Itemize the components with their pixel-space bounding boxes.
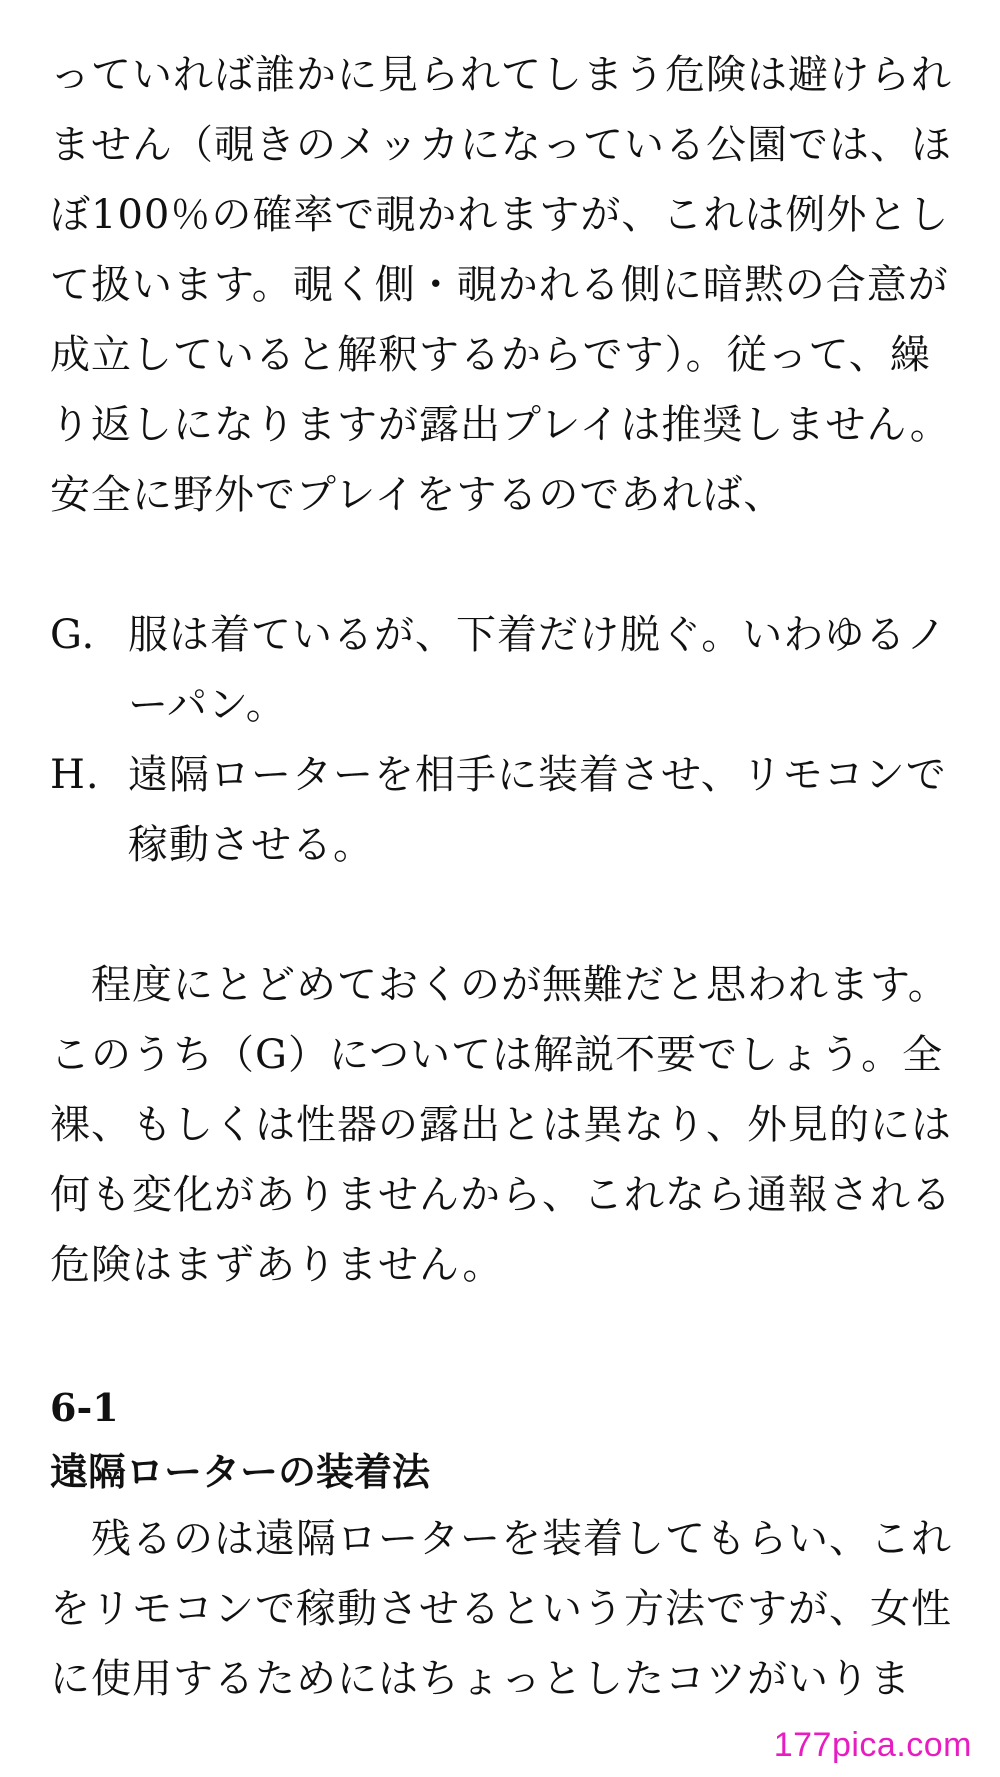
list-item-text: 服は着ているが、下着だけ脱ぐ。いわゆるノ xyxy=(128,612,948,658)
text-line: 残るのは遠隔ローターを装着してもらい、これ xyxy=(50,1516,952,1562)
text-line: ぼ100％の確率で覗かれますが、これは例外とし xyxy=(50,192,950,238)
text-line: 何も変化がありませんから、これなら通報される xyxy=(50,1172,952,1218)
option-list xyxy=(50,600,958,880)
paragraph-intro xyxy=(50,40,958,530)
list-item-text: 遠隔ローターを相手に装着させ、リモコンで xyxy=(128,752,947,798)
list-item-g xyxy=(50,600,958,740)
list-marker: H. xyxy=(50,752,100,798)
text-line: 裸、もしくは性器の露出とは異なり、外見的には xyxy=(50,1102,952,1148)
section-heading xyxy=(50,1376,958,1504)
watermark: 177pica.com xyxy=(773,1726,972,1764)
text-line: て扱います。覗く側・覗かれる側に暗黙の合意が xyxy=(50,262,949,308)
section-number: 6-1 xyxy=(50,1385,119,1430)
paragraph-explanation xyxy=(50,950,958,1300)
text-line: このうち（G）については解説不要でしょう。全 xyxy=(50,1032,944,1078)
text-line: に使用するためにはちょっとしたコツがいりま xyxy=(50,1656,911,1702)
list-item-h xyxy=(50,740,958,880)
text-line: ません（覗きのメッカになっている公園では、ほ xyxy=(50,122,952,168)
text-line: をリモコンで稼動させるという方法ですが、女性 xyxy=(50,1586,952,1632)
text-line: り返しになりますが露出プレイは推奨しません。 xyxy=(50,402,951,448)
list-item-text: ーパン。 xyxy=(128,682,287,728)
section-title: 遠隔ローターの装着法 xyxy=(50,1449,431,1494)
text-line: 程度にとどめておくのが無難だと思われます。 xyxy=(50,962,949,1008)
text-line: 安全に野外でプレイをするのであれば、 xyxy=(50,472,785,518)
paragraph-section-body xyxy=(50,1504,958,1714)
blank-line xyxy=(50,880,958,950)
text-line: 成立していると解釈するからです）。従って、繰 xyxy=(50,332,931,378)
text-line: 危険はまずありません。 xyxy=(50,1242,504,1288)
list-item-text: 稼動させる。 xyxy=(128,822,374,868)
blank-line xyxy=(50,530,958,600)
blank-line xyxy=(50,1300,958,1370)
text-line: っていれば誰かに見られてしまう危険は避けられ xyxy=(50,52,952,98)
list-marker: G. xyxy=(50,612,96,658)
document-page xyxy=(50,40,958,1714)
